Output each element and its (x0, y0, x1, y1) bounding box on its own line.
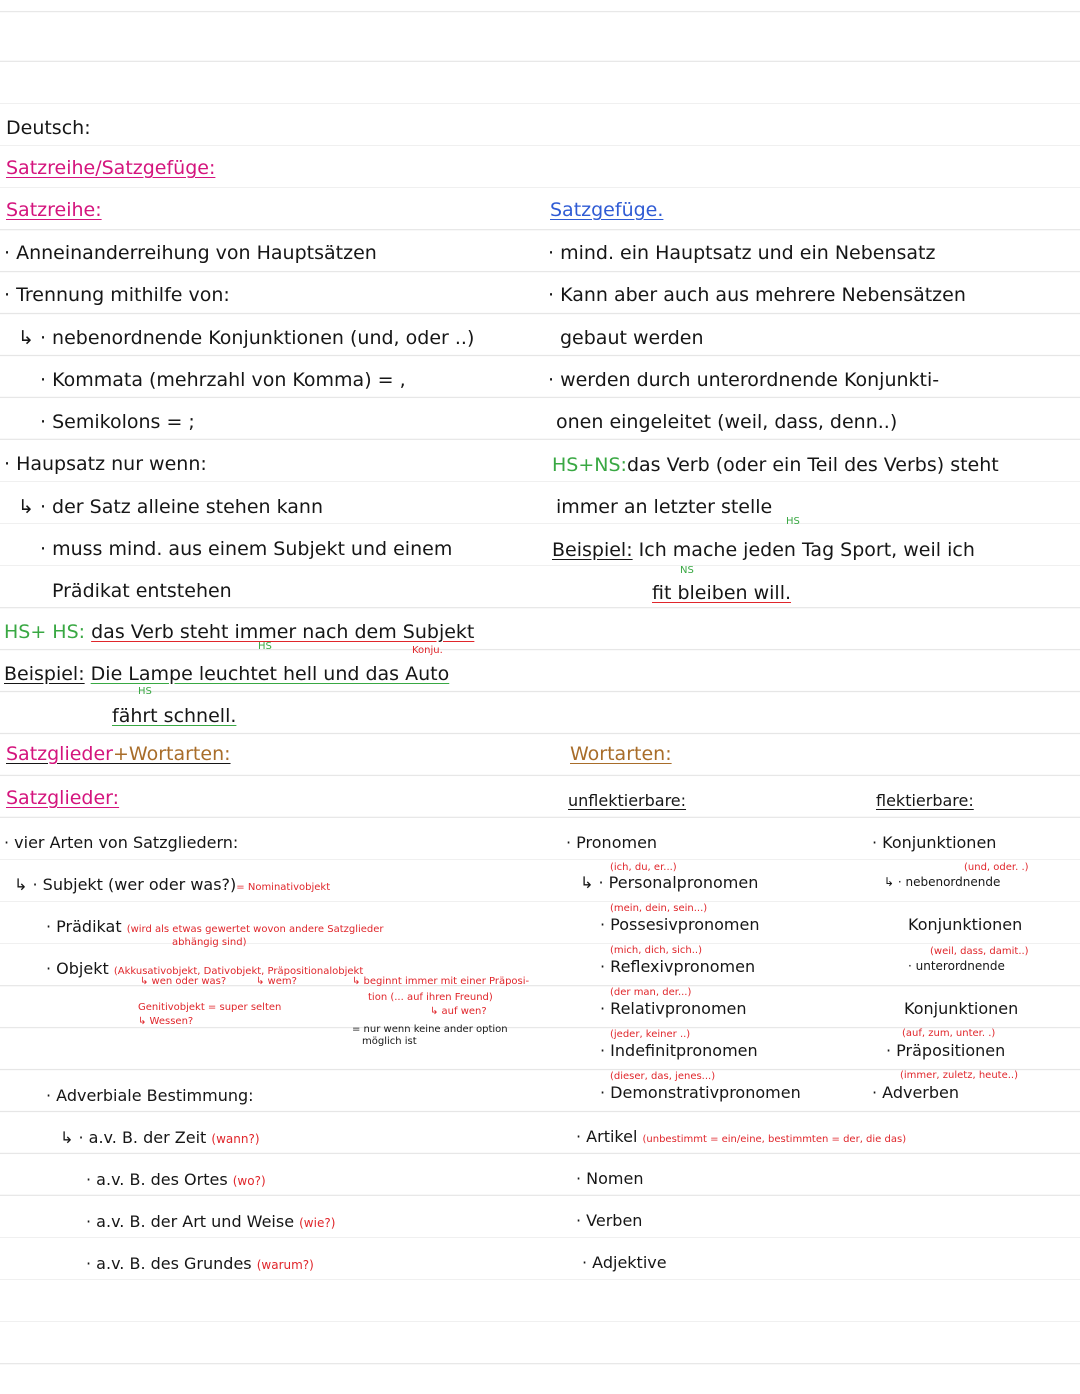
section2-title-b: +Wortarten: (113, 743, 231, 765)
av-art-question: (wie?) (299, 1216, 336, 1230)
possesiv-example: (mein, dein, sein...) (610, 903, 708, 914)
beispiel-satzgefuege-text-1: Ich mache jeden Tag Sport, weil ich (638, 539, 975, 561)
av-ort (86, 1171, 266, 1189)
nebenordnende-konjunktionen: Konjunktionen (908, 915, 1023, 934)
nebenordnende: ↳ · nebenordnende (884, 875, 1001, 889)
av-art-text: · a.v. B. der Art und Weise (86, 1212, 295, 1231)
satzreihe-line-7: ↳ · der Satz alleine stehen kann (18, 496, 323, 518)
hs-hs-rule-text: das Verb steht immer nach dem Subjekt (91, 621, 475, 643)
satzgefuege-line-4: · werden durch unterordnende Konjunkti- (548, 369, 940, 391)
av-zeit-text: ↳ · a.v. B. der Zeit (60, 1128, 207, 1147)
av-ort-text: · a.v. B. des Ortes (86, 1170, 228, 1189)
akk-question: ↳ wen oder was? (140, 976, 227, 987)
heading-satzgefuege: Satzgefüge. (550, 199, 664, 221)
relativpronomen: · Relativpronomen (600, 999, 747, 1018)
objekt-note: (Akkusativobjekt, Dativobjekt, Präpositionalobjekt (113, 966, 364, 977)
praep-note-3: ↳ auf wen? (430, 1006, 487, 1017)
nur-note-2: möglich ist (362, 1036, 417, 1047)
possesivpronomen: · Possesivpronomen (600, 915, 760, 934)
konjunktionen-example: (und, oder. .) (964, 862, 1029, 873)
objekt-text: · Objekt (46, 959, 109, 978)
hs-hs-label: HS+ HS: (4, 621, 86, 643)
konjunktionen: · Konjunktionen (872, 833, 997, 852)
mark-hs-1: HS (258, 641, 272, 652)
artikel-note: (unbestimmt = ein/eine, bestimmten = der, die das) (642, 1134, 907, 1145)
reflexivpronomen: · Reflexivpronomen (600, 957, 756, 976)
relativ-example: (der man, der...) (610, 987, 692, 998)
av-grund-text: · a.v. B. des Grundes (86, 1254, 252, 1273)
unterordnende-example: (weil, dass, damit..) (930, 946, 1029, 957)
subjekt-line (14, 876, 330, 894)
subjekt-text: ↳ · Subjekt (wer oder was?) (14, 875, 237, 894)
satzreihe-line-4: · Kommata (mehrzahl von Komma) = , (40, 369, 406, 391)
hs-hs-rule (4, 622, 474, 644)
beispiel-satzreihe-text-1: Die Lampe leuchtet hell und das Auto (90, 663, 450, 685)
satzreihe-line-6: · Haupsatz nur wenn: (4, 453, 207, 475)
indefinit-example: (jeder, keiner ..) (610, 1029, 691, 1040)
nomen: · Nomen (576, 1169, 644, 1188)
mark-hs-2: HS (138, 686, 152, 697)
unterordnende: · unterordnende (908, 959, 1005, 973)
section2-title-a: Satzglieder (6, 743, 113, 765)
av-grund-question: (warum?) (256, 1258, 314, 1272)
satzgefuege-line-3: gebaut werden (560, 327, 704, 349)
mark-konju: Konju. (412, 645, 443, 656)
beispiel-satzreihe-text-2: fährt schnell. (112, 705, 237, 727)
satzgefuege-line-5: onen eingeleitet (weil, dass, denn..) (556, 411, 898, 433)
verben: · Verben (576, 1211, 643, 1230)
heading-satzglieder: Satzglieder: (6, 787, 120, 809)
artikel: · Artikel (576, 1127, 638, 1146)
hs-ns-rule-text: das Verb (oder ein Teil des Verbs) steht (626, 454, 999, 476)
praedikat-note-1: (wird als etwas gewertet wovon andere Satzglieder (126, 924, 384, 935)
subjekt-note: = Nominativobjekt (236, 882, 331, 893)
beispiel-satzreihe (4, 664, 449, 686)
praedikat-note-2: abhängig sind) (172, 937, 247, 948)
hs-ns-label: HS+NS: (552, 454, 627, 476)
pronomen: · Pronomen (566, 833, 658, 852)
satzreihe-line-9: Prädikat entstehen (52, 580, 232, 602)
personalpronomen: ↳ · Personalpronomen (580, 873, 759, 892)
genitiv-note-1: Genitivobjekt = super selten (138, 1002, 282, 1013)
heading-flektierbare: flektierbare: (876, 791, 974, 810)
adjektive: · Adjektive (582, 1253, 667, 1272)
beispiel-satzgefuege (552, 540, 975, 562)
satzgefuege-line-2: · Kann aber auch aus mehrere Nebensätzen (548, 284, 966, 306)
section-heading-satzreihe-satzgefuege: Satzreihe/Satzgefüge: (6, 157, 216, 179)
personal-example: (ich, du, er...) (610, 862, 677, 873)
heading-satzreihe: Satzreihe: (6, 199, 102, 221)
satzreihe-line-1: · Anneinanderreihung von Hauptsätzen (4, 242, 377, 264)
demonstrativpronomen: · Demonstrativpronomen (600, 1083, 801, 1102)
av-ort-question: (wo?) (232, 1174, 266, 1188)
satzgefuege-line-7: immer an letzter stelle (556, 496, 773, 518)
av-zeit (60, 1129, 260, 1147)
satzreihe-line-3: ↳ · nebenordnende Konjunktionen (und, oder ..) (18, 327, 475, 349)
beispiel-satzgefuege-text-2: fit bleiben will. (652, 582, 792, 604)
reflexiv-example: (mich, dich, sich..) (610, 945, 703, 956)
indefinitpronomen: · Indefinitpronomen (600, 1041, 758, 1060)
satzreihe-line-5: · Semikolons = ; (40, 411, 195, 433)
heading-wortarten: Wortarten: (570, 743, 672, 765)
satzreihe-line-8: · muss mind. aus einem Subjekt und einem (40, 538, 453, 560)
beispiel-label-satzreihe: Beispiel: (4, 663, 85, 685)
praepositionen-example: (auf, zum, unter. .) (902, 1028, 996, 1039)
nur-note-1: = nur wenn keine ander option (352, 1024, 508, 1035)
praedikat-line (46, 918, 384, 936)
praedikat-text: · Prädikat (46, 917, 122, 936)
mark-ns-satzgefuege: NS (680, 565, 694, 576)
satzglieder-line-1: · vier Arten von Satzgliedern: (4, 833, 239, 852)
adverben: · Adverben (872, 1083, 960, 1102)
genitiv-note-2: ↳ Wessen? (138, 1016, 194, 1027)
praep-note-1: ↳ beginnt immer mit einer Präposi- (352, 976, 530, 987)
dat-question: ↳ wem? (256, 976, 297, 987)
unterordnende-konjunktionen: Konjunktionen (904, 999, 1019, 1018)
satzreihe-line-2: · Trennung mithilfe von: (4, 284, 230, 306)
heading-unflektierbare: unflektierbare: (568, 791, 687, 810)
beispiel-label-satzgefuege: Beispiel: (552, 539, 633, 561)
page-title: Deutsch: (6, 117, 91, 139)
artikel-line (576, 1128, 906, 1146)
praep-note-2: tion (... auf ihren Freund) (368, 992, 493, 1003)
av-grund (86, 1255, 314, 1273)
adverbial-heading: · Adverbiale Bestimmung: (46, 1086, 254, 1105)
satzgefuege-line-1: · mind. ein Hauptsatz und ein Nebensatz (548, 242, 936, 264)
demonstrativ-example: (dieser, das, jenes...) (610, 1071, 716, 1082)
section-heading-satzglieder-wortarten (6, 744, 231, 766)
hs-ns-rule (552, 455, 999, 477)
adverben-example: (immer, zuletz, heute..) (900, 1070, 1018, 1081)
av-zeit-question: (wann?) (211, 1132, 260, 1146)
mark-hs-satzgefuege: HS (786, 516, 800, 527)
av-art (86, 1213, 335, 1231)
praepositionen: · Präpositionen (886, 1041, 1006, 1060)
